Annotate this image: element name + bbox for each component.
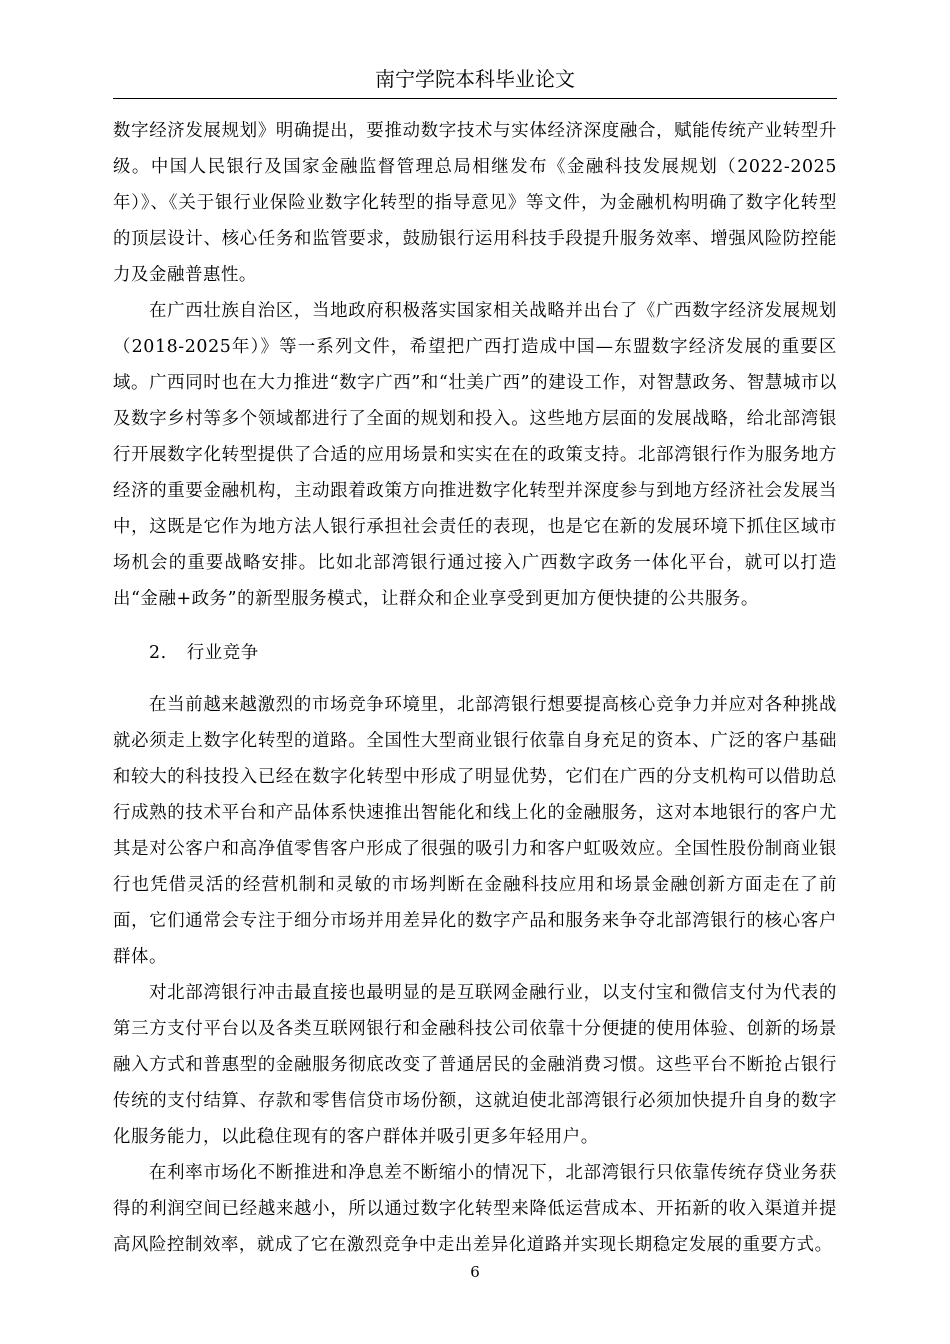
paragraph-1: 数字经济发展规划》明确提出，要推动数字技术与实体经济深度融合，赋能传统产业转型升级。中国人民银行及国家金融监督管理总局相继发布《金融科技发展规划（2022-2025年）》、《关于银行业保险业数字化转型的指导意见》等文件，为金融机构明确了数字化转型的顶层设计、核心任务和监管要求，鼓励银行运用科技手段提升服务效率、增强风险防控能力及金融普惠性。 bbox=[113, 121, 837, 285]
paragraph-5: 在利率市场化不断推进和净息差不断缩小的情况下，北部湾银行只依靠传统存贷业务获得的利润空间已经越来越小，所以通过数字化转型来降低运营成本、开拓新的收入渠道并提高风险控制效率，就成了它在激烈竞争中走出差异化道路并实现长期稳定发展的重要方式。 bbox=[113, 1163, 837, 1255]
section-number: 2. bbox=[149, 643, 167, 663]
header-divider bbox=[113, 98, 837, 99]
page-header: 南宁学院本科毕业论文 bbox=[375, 67, 575, 91]
paragraph-2: 在广西壮族自治区，当地政府积极落实国家相关战略并出台了《广西数字经济发展规划（2018-2025年）》等一系列文件，希望把广西打造成中国—东盟数字经济发展的重要区域。广西同时也在大力推进“数字广西”和“壮美广西”的建设工作，对智慧政务、智慧城市以及数字乡村等多个领域都进行了全面的规划和投入。这些地方层面的发展战略，给北部湾银行开展数字化转型提供了合适的应用场景和实实在在的政策支持。北部湾银行作为服务地方经济的重要金融机构，主动跟着政策方向推进数字化转型并深度参与到地方经济社会发展当中，这既是它作为地方法人银行承担社会责任的表现，也是它在新的发展环境下抓住区域市场机会的重要战略安排。比如北部湾银行通过接入广西数字政务一体化平台，就可以打造出“金融+政务”的新型服务模式，让群众和企业享受到更加方便快捷的公共服务。 bbox=[113, 301, 837, 609]
document-body bbox=[113, 113, 837, 1263]
paragraph-4: 对北部湾银行冲击最直接也最明显的是互联网金融行业，以支付宝和微信支付为代表的第三方支付平台以及各类互联网银行和金融科技公司依靠十分便捷的使用体验、创新的场景融入方式和普惠型的金融服务彻底改变了普通居民的金融消费习惯。这些平台不断抢占银行传统的支付结算、存款和零售信贷市场份额，这就迫使北部湾银行必须加快提升自身的数字化服务能力，以此稳住现有的客户群体并吸引更多年轻用户。 bbox=[113, 983, 837, 1147]
paragraph-3: 在当前越来越激烈的市场竞争环境里，北部湾银行想要提高核心竞争力并应对各种挑战就必须走上数字化转型的道路。全国性大型商业银行依靠自身充足的资本、广泛的客户基础和较大的科技投入已经在数字化转型中形成了明显优势，它们在广西的分支机构可以借助总行成熟的技术平台和产品体系快速推出智能化和线上化的金融服务，这对本地银行的客户尤其是对公客户和高净值零售客户形成了很强的吸引力和客户虹吸效应。全国性股份制商业银行也凭借灵活的经营机制和灵敏的市场判断在金融科技应用和场景金融创新方面走在了前面，它们通常会专注于细分市场并用差异化的数字产品和服务来争夺北部湾银行的核心客户群体。 bbox=[113, 695, 837, 967]
section-title: 行业竞争 bbox=[186, 643, 259, 663]
page-number: 6 bbox=[470, 1263, 480, 1281]
section-heading bbox=[113, 635, 837, 671]
